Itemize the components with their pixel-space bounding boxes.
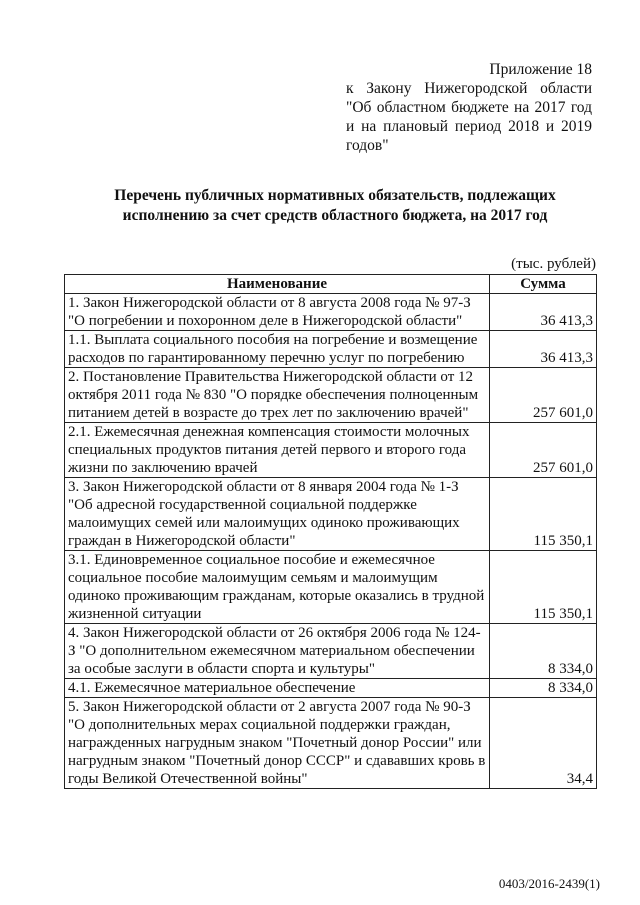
obligation-name-cell: 1.1. Выплата социального пособия на погребение и возмещение расходов по гарантированному перечню услуг по погребению bbox=[65, 331, 490, 368]
table-row bbox=[65, 423, 597, 478]
obligation-sum-cell: 8 334,0 bbox=[490, 679, 597, 698]
obligation-name-cell: 5. Закон Нижегородской области от 2 августа 2007 года № 90-З "О дополнительных мерах социальной поддержки граждан, награжденных нагрудным знаком "Почетный донор России" или нагрудным знаком "Почетный донор СССР" и сдававших кровь в годы Великой Отечественной войны" bbox=[65, 698, 490, 789]
column-header-name: Наименование bbox=[65, 275, 490, 294]
obligation-name-cell: 2.1. Ежемесячная денежная компенсация стоимости молочных специальных продуктов питания детей первого и второго года жизни по заключению врачей bbox=[65, 423, 490, 478]
obligation-name-cell: 2. Постановление Правительства Нижегородской области от 12 октября 2011 года № 830 "О порядке обеспечения полноценным питанием детей в возрасте до трех лет по заключению врачей" bbox=[65, 368, 490, 423]
table-row bbox=[65, 368, 597, 423]
annex-law-line: к Закону Нижегородской области bbox=[346, 80, 592, 97]
table-row bbox=[65, 698, 597, 789]
obligation-sum-cell: 257 601,0 bbox=[490, 423, 597, 478]
annex-number: Приложение 18 bbox=[489, 61, 592, 78]
title-line: исполнению за счет средств областного бюджета, на 2017 год bbox=[122, 207, 548, 224]
obligations-table bbox=[64, 274, 597, 789]
obligation-sum-cell: 36 413,3 bbox=[490, 294, 597, 331]
table-row bbox=[65, 551, 597, 624]
document-title bbox=[60, 186, 610, 226]
table-row bbox=[65, 478, 597, 551]
obligation-sum-cell: 36 413,3 bbox=[490, 331, 597, 368]
table-row bbox=[65, 679, 597, 698]
units-label: (тыс. рублей) bbox=[511, 256, 596, 272]
obligation-name-cell: 3. Закон Нижегородской области от 8 января 2004 года № 1-З "Об адресной государственной социальной поддержке малоимущих семей или малоимущих одиноко проживающих граждан в Нижегородской области" bbox=[65, 478, 490, 551]
obligation-sum-cell: 257 601,0 bbox=[490, 368, 597, 423]
table-row bbox=[65, 294, 597, 331]
table-header-row bbox=[65, 275, 597, 294]
obligation-sum-cell: 115 350,1 bbox=[490, 478, 597, 551]
table-row bbox=[65, 331, 597, 368]
obligation-name-cell: 4. Закон Нижегородской области от 26 октября 2006 года № 124-З "О дополнительном ежемесячном материальном обеспечении за особые заслуги в области спорта и культуры" bbox=[65, 624, 490, 679]
obligation-sum-cell: 115 350,1 bbox=[490, 551, 597, 624]
obligation-name-cell: 4.1. Ежемесячное материальное обеспечение bbox=[65, 679, 490, 698]
table-row bbox=[65, 624, 597, 679]
annex-law-line: годов" bbox=[346, 137, 389, 154]
annex-law-line: и на плановый период 2018 и 2019 bbox=[346, 118, 592, 135]
column-header-sum: Сумма bbox=[490, 275, 597, 294]
obligation-sum-cell: 34,4 bbox=[490, 698, 597, 789]
document-code: 0403/2016-2439(1) bbox=[498, 876, 600, 891]
obligation-name-cell: 1. Закон Нижегородской области от 8 августа 2008 года № 97-З "О погребении и похоронном деле в Нижегородской области" bbox=[65, 294, 490, 331]
annex-header bbox=[346, 60, 592, 155]
annex-law-line: "Об областном бюджете на 2017 год bbox=[346, 99, 592, 116]
title-line: Перечень публичных нормативных обязательств, подлежащих bbox=[114, 187, 556, 204]
obligation-sum-cell: 8 334,0 bbox=[490, 624, 597, 679]
obligation-name-cell: 3.1. Единовременное социальное пособие и ежемесячное социальное пособие малоимущим семьям и малоимущим одиноко проживающим гражданам, которые оказались в трудной жизненной ситуации bbox=[65, 551, 490, 624]
